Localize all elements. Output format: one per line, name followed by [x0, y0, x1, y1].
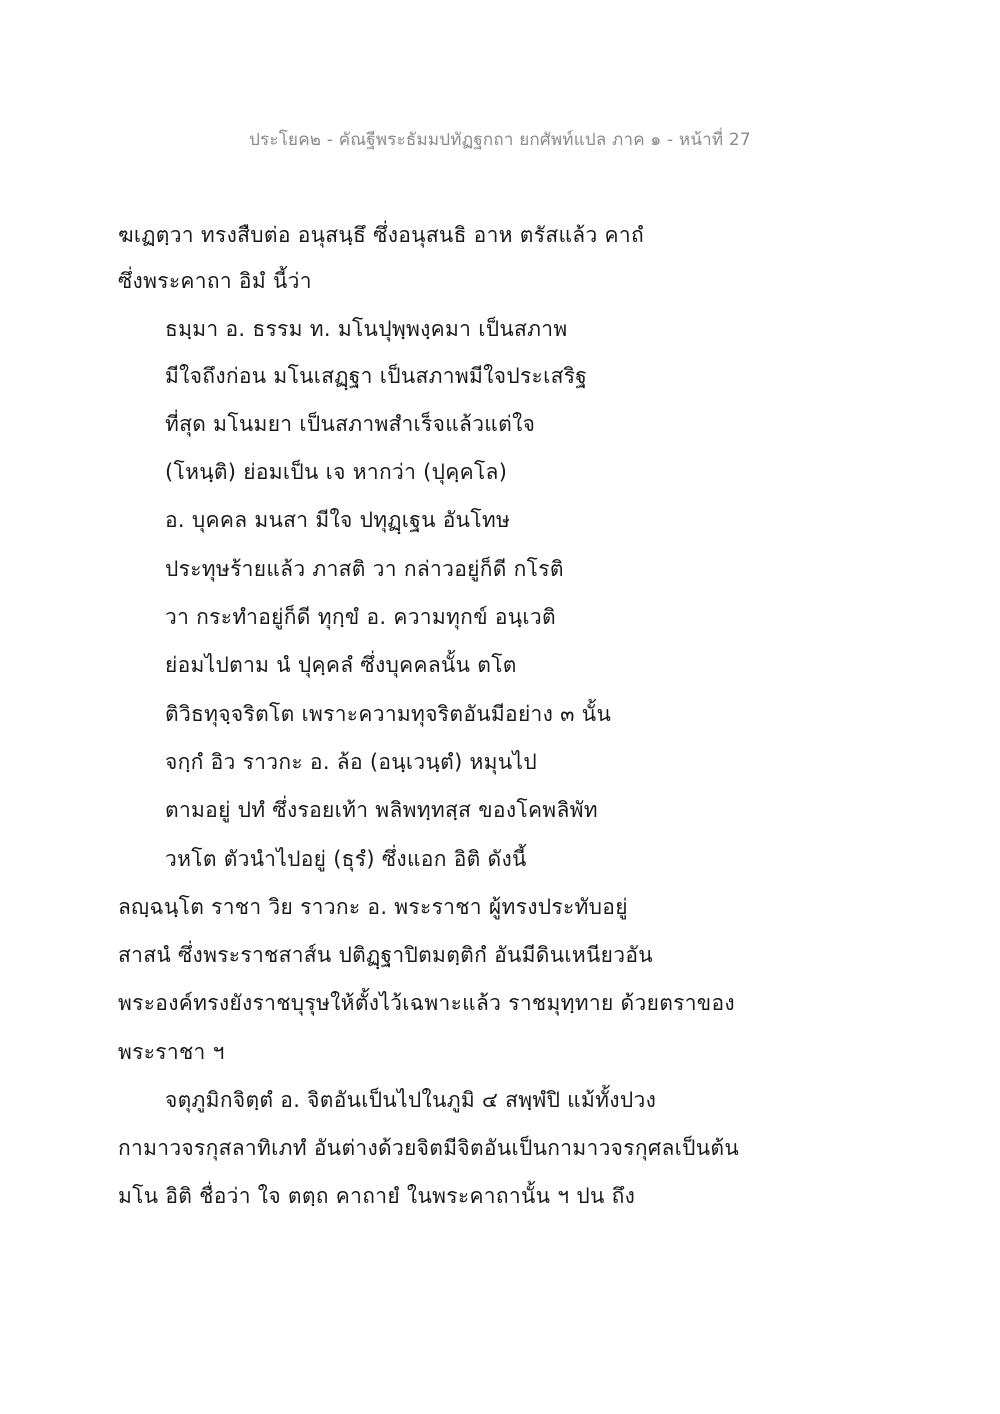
text-line: จกฺกํ อิว ราวกะ อ. ล้อ (อนฺเวนฺตํ) หมุนไป — [165, 750, 537, 774]
text-line: ย่อมไปตาม นํ ปุคฺคลํ ซึ่งบุคคลนั้น ตโต — [165, 653, 517, 677]
text-line: วหโต ตัวนำไปอยู่ (ธุรํ) ซึ่งแอก อิติ ดังนี้ — [165, 847, 527, 871]
text-line: สาสนํ ซึ่งพระราชสาส์น ปติฏฺฐาปิตมตฺติกํ อันมีดินเหนียวอัน — [118, 943, 653, 967]
text-line: ธมฺมา อ. ธรรม ท. มโนปุพฺพงฺคมา เป็นสภาพ — [165, 317, 568, 341]
text-line: ซึ่งพระคาถา อิมํ นี้ว่า — [118, 269, 312, 293]
text-line: มีใจถึงก่อน มโนเสฏฺฐา เป็นสภาพมีใจประเสริฐ — [165, 364, 588, 388]
text-line: วา กระทำอยู่ก็ดี ทุกฺขํ อ. ความทุกข์ อนฺเวติ — [165, 605, 556, 629]
text-line: ตามอยู่ ปทํ ซึ่งรอยเท้า พลิพทฺทสฺส ของโคพลิพัท — [165, 798, 598, 822]
text-line: มโน อิติ ชื่อว่า ใจ ตตฺถ คาถายํ ในพระคาถานั้น ฯ ปน ถึง — [118, 1184, 636, 1208]
text-line: ลญฺฉนฺโต ราชา วิย ราวกะ อ. พระราชา ผู้ทรงประทับอยู่ — [118, 895, 628, 919]
text-line: อ. บุคคล มนสา มีใจ ปทุฏฺเฐน อันโทษ — [165, 508, 511, 532]
text-line: ติวิธทุจฺจริตโต เพราะความทุจริตอันมีอย่าง ๓ นั้น — [165, 702, 612, 726]
text-line: ประทุษร้ายแล้ว ภาสติ วา กล่าวอยู่ก็ดี กโรติ — [165, 557, 564, 581]
text-line: กามาวจรกุสลาทิเภทํ อันต่างด้วยจิตมีจิตอันเป็นกามาวจรกุศลเป็นต้น — [118, 1136, 740, 1160]
text-line: (โหนฺติ) ย่อมเป็น เจ หากว่า (ปุคฺคโล) — [165, 460, 508, 484]
running-header: ประโยค๒ - คัณฐีพระธัมมปทัฏฐกถา ยกศัพท์แปล ภาค ๑ - หน้าที่ 27 — [249, 130, 751, 150]
text-line: ฆเฏตฺวา ทรงสืบต่อ อนุสนฺธึ ซึ่งอนุสนธิ อาห ตรัสแล้ว คาถํ — [118, 223, 644, 247]
text-line: ที่สุด มโนมยา เป็นสภาพสำเร็จแล้วแต่ใจ — [165, 412, 536, 436]
text-line: พระองค์ทรงยังราชบุรุษให้ตั้งไว้เฉพาะแล้ว ราชมุทฺทาย ด้วยตราของ — [118, 991, 735, 1015]
text-line: พระราชา ฯ — [118, 1040, 225, 1064]
text-line: จตุภูมิกจิตฺตํ อ. จิตอันเป็นไปในภูมิ ๔ สพฺพํปิ แม้ทั้งปวง — [165, 1088, 657, 1112]
